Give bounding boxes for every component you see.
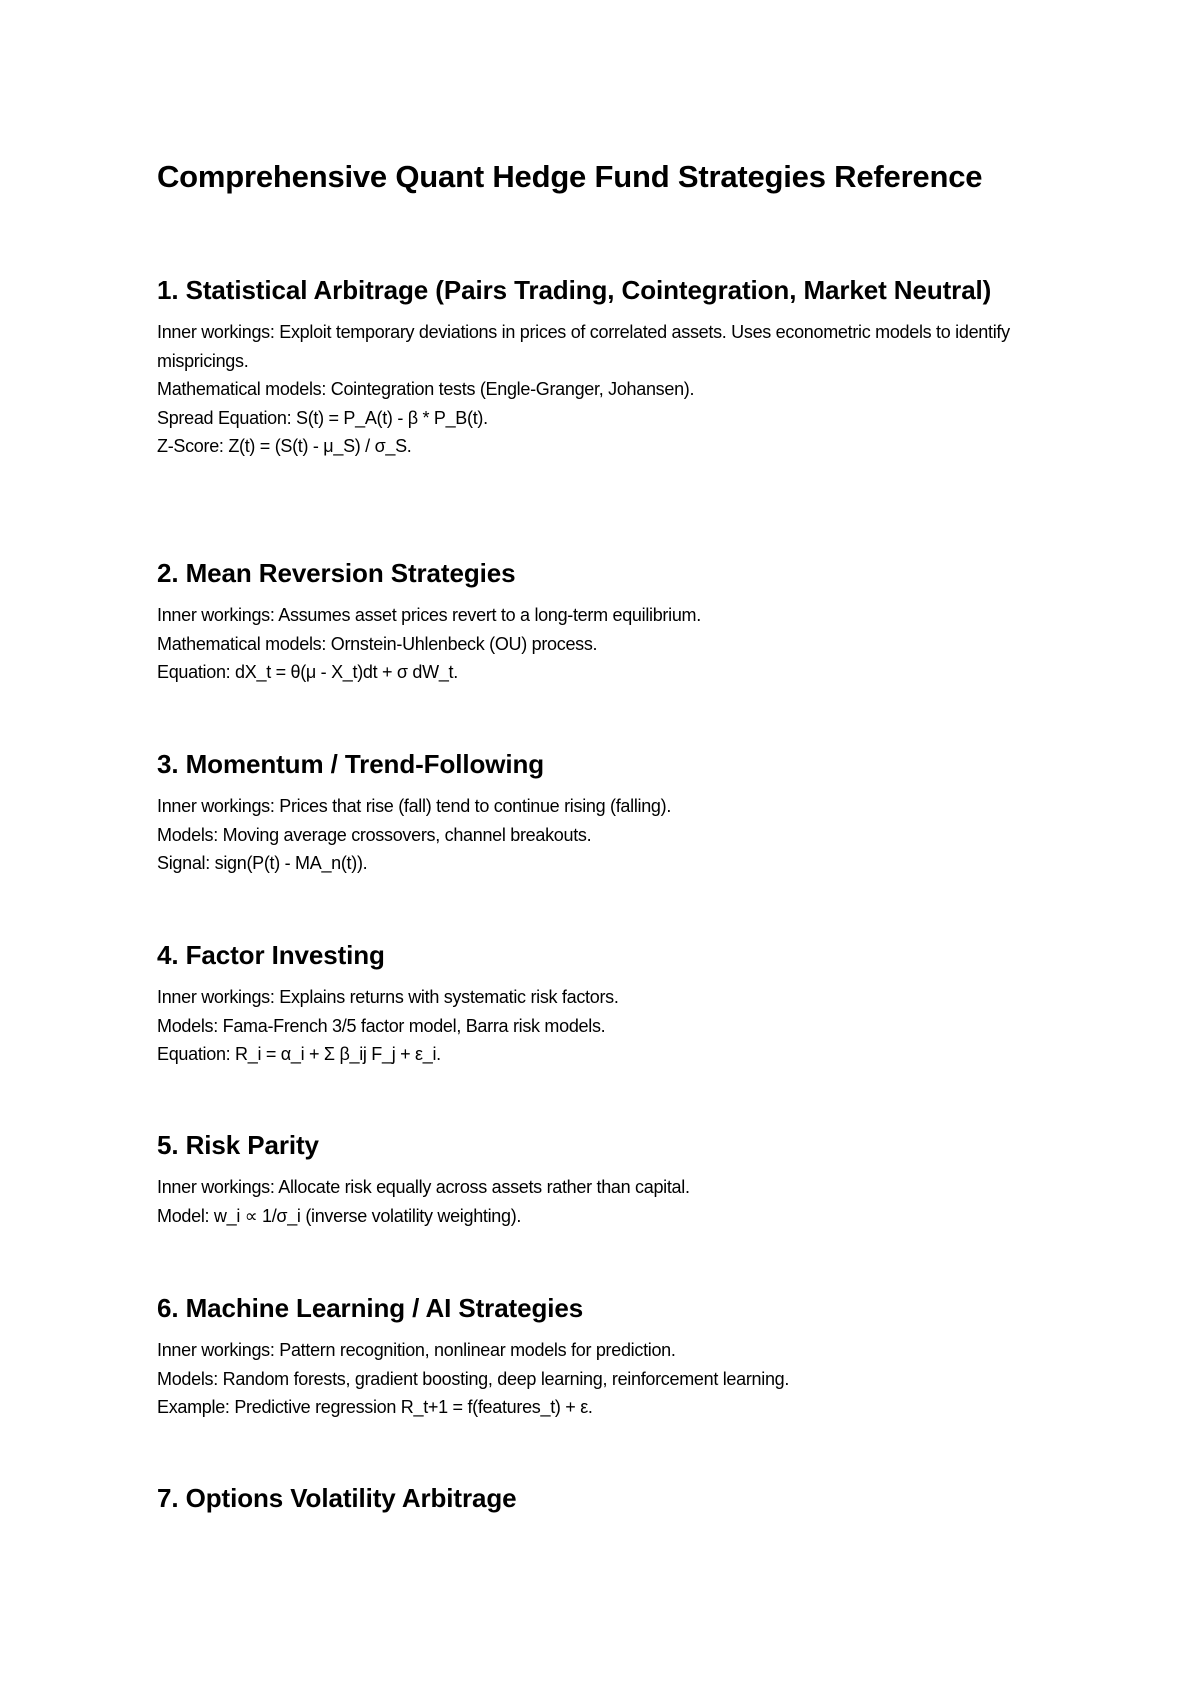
section-heading: 7. Options Volatility Arbitrage xyxy=(157,1483,517,1513)
section-heading: 3. Momentum / Trend-Following xyxy=(157,749,545,779)
section-line: Inner workings: Allocate risk equally across assets rather than capital. xyxy=(157,1177,690,1197)
section-line: Mathematical models: Cointegration tests (Engle-Granger, Johansen). xyxy=(157,379,695,399)
section-heading: 2. Mean Reversion Strategies xyxy=(157,558,516,588)
document-title: Comprehensive Quant Hedge Fund Strategies Reference xyxy=(157,159,983,194)
section-momentum xyxy=(157,746,1017,878)
section-line: Model: w_i ∝ 1/σ_i (inverse volatility weighting). xyxy=(157,1205,522,1226)
section-factor-investing xyxy=(157,937,1017,1069)
section-line: Inner workings: Assumes asset prices revert to a long-term equilibrium. xyxy=(157,605,701,625)
section-line: Inner workings: Exploit temporary deviations in prices of correlated assets. Uses econometric models to identify mispricings. xyxy=(157,322,1010,371)
section-machine-learning xyxy=(157,1290,1017,1422)
section-line: Inner workings: Pattern recognition, nonlinear models for prediction. xyxy=(157,1340,676,1360)
section-statistical-arbitrage xyxy=(157,272,1017,461)
section-risk-parity xyxy=(157,1127,1017,1230)
section-line: Equation: dX_t = θ(μ - X_t)dt + σ dW_t. xyxy=(157,662,458,682)
section-line: Mathematical models: Ornstein-Uhlenbeck (OU) process. xyxy=(157,633,598,654)
section-heading: 6. Machine Learning / AI Strategies xyxy=(157,1293,584,1323)
section-line: Models: Random forests, gradient boosting, deep learning, reinforcement learning. xyxy=(157,1368,790,1389)
section-line: Z-Score: Z(t) = (S(t) - μ_S) / σ_S. xyxy=(157,436,412,456)
section-mean-reversion xyxy=(157,555,1017,687)
section-line: Inner workings: Prices that rise (fall) tend to continue rising (falling). xyxy=(157,796,672,816)
section-heading: 4. Factor Investing xyxy=(157,940,385,970)
section-heading: 5. Risk Parity xyxy=(157,1130,319,1160)
section-line: Models: Moving average crossovers, channel breakouts. xyxy=(157,824,592,845)
section-heading: 1. Statistical Arbitrage (Pairs Trading, Cointegration, Market Neutral) xyxy=(157,275,992,305)
section-line: Signal: sign(P(t) - MA_n(t)). xyxy=(157,853,368,873)
section-line: Spread Equation: S(t) = P_A(t) - β * P_B(t). xyxy=(157,407,488,428)
section-line: Models: Fama-French 3/5 factor model, Barra risk models. xyxy=(157,1015,606,1036)
section-options-volatility-arbitrage xyxy=(157,1480,1017,1526)
section-line: Inner workings: Explains returns with systematic risk factors. xyxy=(157,987,619,1007)
section-line: Example: Predictive regression R_t+1 = f(features_t) + ε. xyxy=(157,1397,593,1417)
section-line: Equation: R_i = α_i + Σ β_ij F_j + ε_i. xyxy=(157,1044,441,1064)
